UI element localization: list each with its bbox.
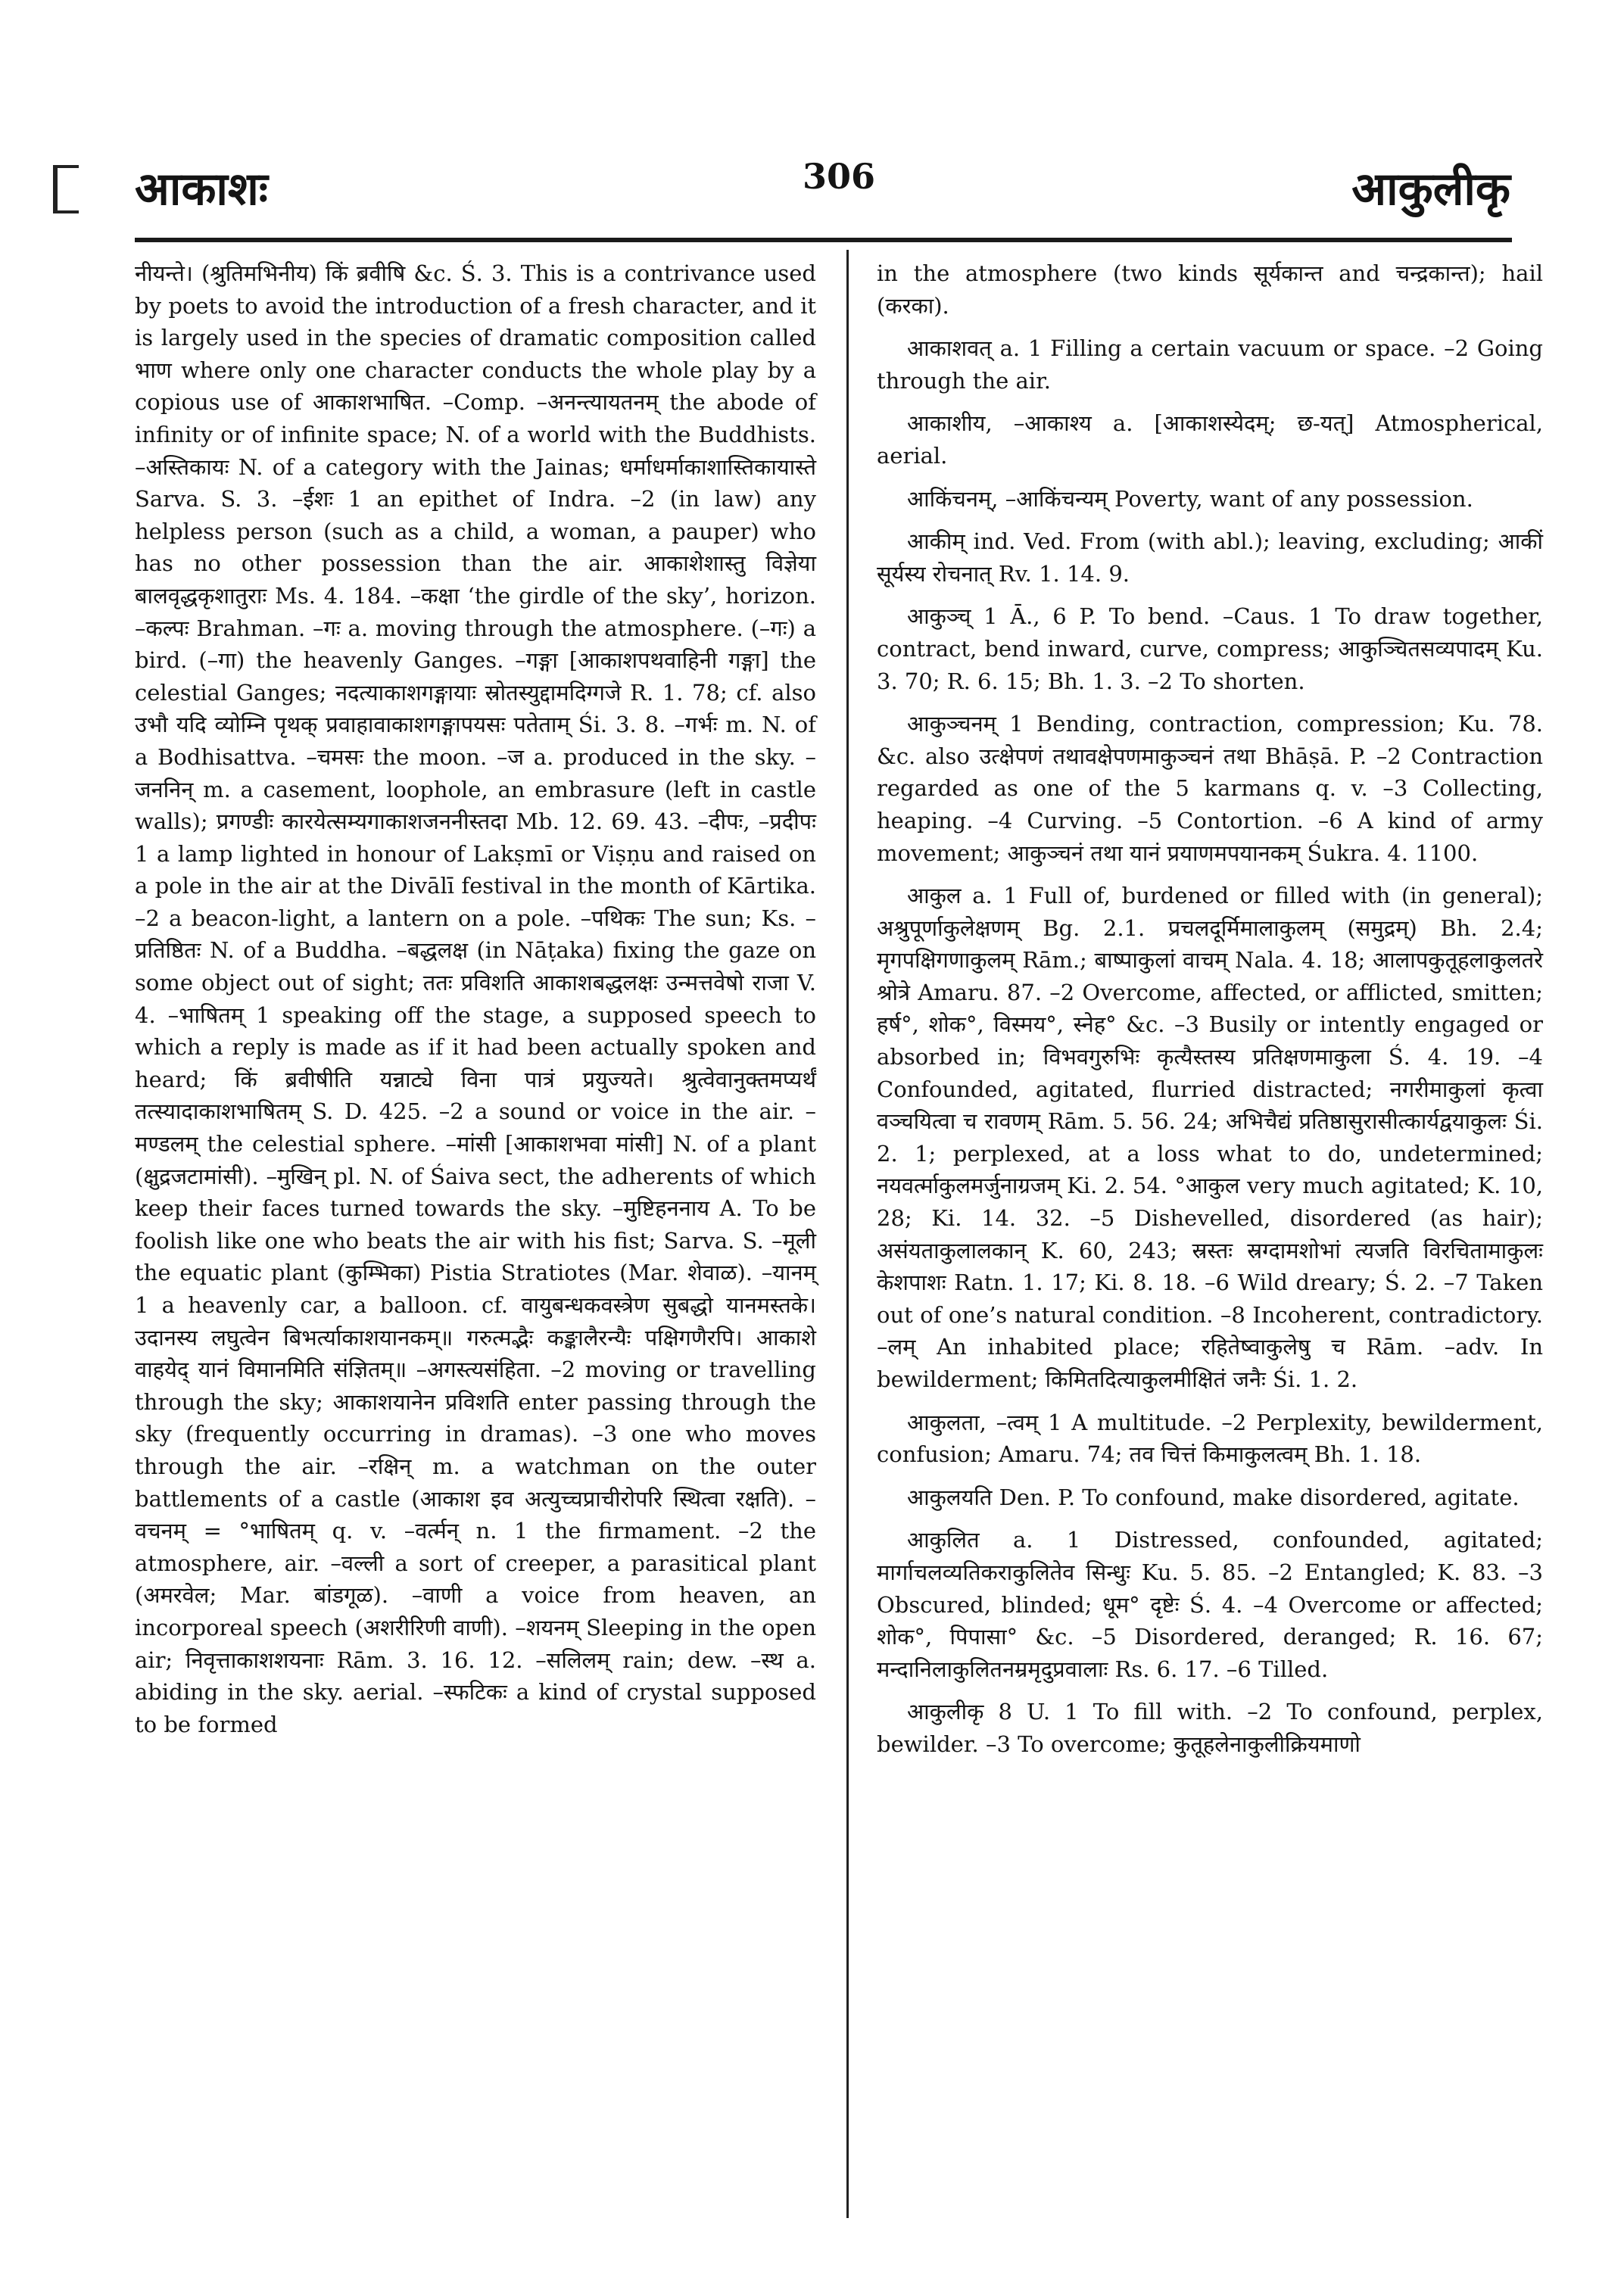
dictionary-entry: आकुञ्चनम् 1 Bending, contraction, compression; Ku. 78. &c. also उत्क्षेपणं तथावक्षेपणमाकुञ्चनं तथा Bhāṣā. P. –2 Contraction regarded as one of the 5 karmans q. v. –3 Collecting, heaping. –4 Curving. –5 Contortion. –6 A kind of army movement; आकुञ्चनं तथा यानं प्रयाणमपयानकम् Śukra. 4. 1100. (877, 711, 1551, 866)
right-column (877, 257, 1551, 1761)
right-running-head: आकुलीकृ (1351, 163, 1510, 216)
dictionary-entry: आकुञ्च् 1 Ā., 6 P. To bend. –Caus. 1 To draw together, contract, bend inward, curve, compress; आकुञ्चितसव्यपादम् Ku. 3. 70; R. 6. 15; Bh. 1. 3. –2 To shorten. (877, 603, 1551, 694)
left-running-head: आकाशः (135, 163, 268, 216)
dictionary-entry: आकीम् ind. Ved. From (with abl.); leaving, excluding; आकीं सूर्यस्य रोचनात् Rv. 1. 14. 9. (877, 528, 1551, 587)
column-divider (846, 250, 849, 2218)
dictionary-entry: आकुलित a. 1 Distressed, confounded, agitated; मार्गाचलव्यतिकराकुलितेव सिन्धुः Ku. 5. 85. –2 Entangled; K. 83. –3 Obscured, blinded; धूम° दृष्टेः Ś. 4. –4 Overcome or affected; शोक°, पिपासा° &c. –5 Disordered, deranged; R. 16. 67; मन्दानिलाकुलितनम्रमृदुप्रवालाः Rs. 6. 17. –6 Tilled. (877, 1527, 1551, 1682)
right-column-continuation: in the atmosphere (two kinds सूर्यकान्त and चन्द्रकान्त); hail (करका). (877, 260, 1551, 319)
dictionary-entry: आकाशवत् a. 1 Filling a certain vacuum or space. –2 Going through the air. (877, 335, 1551, 394)
dictionary-entry: आकाशीय, –आकाश्य a. [आकाशस्येदम्; छ-यत्] Atmospherical, aerial. (877, 410, 1551, 469)
dictionary-entry: आकुलयति Den. P. To confound, make disordered, agitate. (907, 1484, 1520, 1510)
dictionary-entry: आकुल a. 1 Full of, burdened or filled with (in general); अश्रुपूर्णाकुलेक्षणम् Bg. 2.1. प्रचलदूर्मिमालाकुलम् (समुद्रम्) Bh. 2.4; मृगपक्षिगणाकुलम् Rām.; बाष्पाकुलां वाचम् Nala. 4. 18; आलापकुतूहलाकुलतरे श्रोत्रे Amaru. 87. –2 Overcome, affected, or afflicted, smitten; हर्ष°, शोक°, विस्मय°, स्नेह° &c. –3 Busily or intently engaged or absorbed in; विभवगुरुभिः कृत्यैस्तस्य प्रतिक्षणमाकुला Ś. 4. 19. –4 Confounded, agitated, flurried distracted; नगरीमाकुलां कृत्वा वञ्चयित्वा च रावणम् Rām. 5. 56. 24; अभिचैद्यं प्रतिष्ठासुरासीत्कार्यद्वयाकुलः Śi. 2. 1; perplexed, at a loss what to do, undetermined; नयवर्त्माकुलमर्जुनाग्रजम् Ki. 2. 54. °आकुल very much agitated; K. 10, 28; Ki. 14. 32. –5 Dishevelled, disordered (as hair); असंयताकुलालकान् K. 60, 243; स्रस्तः स्रग्दामशोभां त्यजति विरचितामाकुलः केशपाशः Ratn. 1. 17; Ki. 8. 18. –6 Wild dreary; Ś. 2. –7 Taken out of one’s natural condition. –8 Incoherent, contradictory. –लम् An inhabited place; रहितेष्वाकुलेषु च Rām. –adv. In bewilderment; किमितदित्याकुलमीक्षितं जनैः Śi. 1. 2. (877, 883, 1551, 1392)
dictionary-entry: आकुलता, –त्वम् 1 A multitude. –2 Perplexity, bewilderment, confusion; Amaru. 74; तव चित्तं किमाकुलत्वम् Bh. 1. 18. (877, 1409, 1551, 1468)
page-number: 306 (803, 156, 876, 197)
margin-bracket-mark (53, 165, 79, 213)
dictionary-entry: आकुलीकृ 8 U. 1 To fill with. –2 To confound, perplex, bewilder. –3 To overcome; कुतूहलेनाकुलीक्रियमाणो (877, 1699, 1551, 1757)
dictionary-entry: आकिंचनम्, –आकिंचन्यम् Poverty, want of any possession. (907, 485, 1473, 512)
left-column-text: नीयन्ते। (श्रुतिमभिनीय) किं ब्रवीषि &c. Ś. 3. This is a contrivance used by poets to avoid the introduction of a fresh character, and it is largely used in the species of dramatic composition called भाण where only one character conducts the whole play by a copious use of आकाशभाषित. –Comp. –अनन्त्यायतनम् the abode of infinity or of infinite space; N. of a world with the Buddhists. –अस्तिकायः N. of a category with the Jainas; धर्माधर्माकाशास्तिकायास्ते Sarva. S. 3. –ईशः 1 an epithet of Indra. –2 (in law) any helpless person (such as a child, a woman, a pauper) who has no other possession than the air. आकाशेशास्तु विज्ञेया बालवृद्धकृशातुराः Ms. 4. 184. –कक्षा ‘the girdle of the sky’, horizon. –कल्पः Brahman. –गः a. moving through the atmosphere. (–गः) a bird. (–गा) the heavenly Ganges. –गङ्गा [आकाशपथवाहिनी गङ्गा] the celestial Ganges; नदत्याकाशगङ्गायाः स्रोतस्युद्दामदिग्गजे R. 1. 78; cf. also उभौ यदि व्योम्नि पृथक् प्रवाहावाकाशगङ्गापयसः पतेताम् Śi. 3. 8. –गर्भः m. N. of a Bodhisattva. –चमसः the moon. –ज a. produced in the sky. –जननिन् m. a casement, loophole, an embrasure (left in castle walls); प्रगण्डीः कारयेत्सम्यगाकाशजननीस्तदा Mb. 12. 69. 43. –दीपः, –प्रदीपः 1 a lamp lighted in honour of Lakṣmī or Viṣṇu and raised on a pole in the air at the Divālī festival in the month of Kārtika. –2 a beacon-light, a lantern on a pole. –पथिकः The sun; Ks. –प्रतिष्ठितः N. of a Buddha. –बद्धलक्ष (in Nāṭaka) fixing the gaze on some object out of sight; ततः प्रविशति आकाशबद्धलक्षः उन्मत्तवेषो राजा V. 4. –भाषितम् 1 speaking off the stage, a supposed speech to which a reply is made as if it had been actually spoken and heard; किं ब्रवीषीति यन्नाट्ये विना पात्रं प्रयुज्यते। श्रुत्वेवानुक्तमप्यर्थं तत्स्यादाकाशभाषितम् S. D. 425. –2 a sound or voice in the air. –मण्डलम् the celestial sphere. –मांसी [आकाशभवा मांसी] N. of a plant (क्षुद्रजटामांसी). –मुखिन् pl. N. of Śaiva sect, the adherents of which keep their faces turned towards the sky. –मुष्टिहननाय A. To be foolish like one who beats the air with his fist; Sarva. S. –मूली the equatic plant (कुम्भिका) Pistia Stratiotes (Mar. शेवाळ). –यानम् 1 a heavenly car, a balloon. cf. वायुबन्धकवस्त्रेण सुबद्धो यानमस्तके। उदानस्य लघुत्वेन बिभर्त्याकाशयानकम्॥ गरुत्मद्भैः कङ्कालैरन्यैः पक्षिगणैरपि। आकाशे वाहयेद् यानं विमानमिति संज्ञितम्॥ –अगस्त्यसंहिता. –2 moving or travelling through the sky; आकाशयानेन प्रविशति enter passing through the sky (frequently occurring in dramas). –3 one who moves through the air. –रक्षिन् m. a watchman on the outer battlements of a castle (आकाश इव अत्युच्चप्राचीरोपरि स्थित्वा रक्षति). –वचनम् = °भाषितम् q. v. –वर्त्मन् n. 1 the firmament. –2 the atmosphere, air. –वल्ली a sort of creeper, a parasitical plant (अमरवेल; Mar. बांडगूळ). –वाणी a voice from heaven, an incorporeal speech (अशरीरिणी वाणी). –शयनम् Sleeping in the open air; निवृत्ताकाशशयनाः Rām. 3. 16. 12. –सलिलम् rain; dew. –स्थ a. abiding in the sky. aerial. –स्फटिकः a kind of crystal supposed to be formed (135, 260, 824, 1737)
left-column (135, 257, 824, 1740)
header-rule (135, 238, 1512, 242)
